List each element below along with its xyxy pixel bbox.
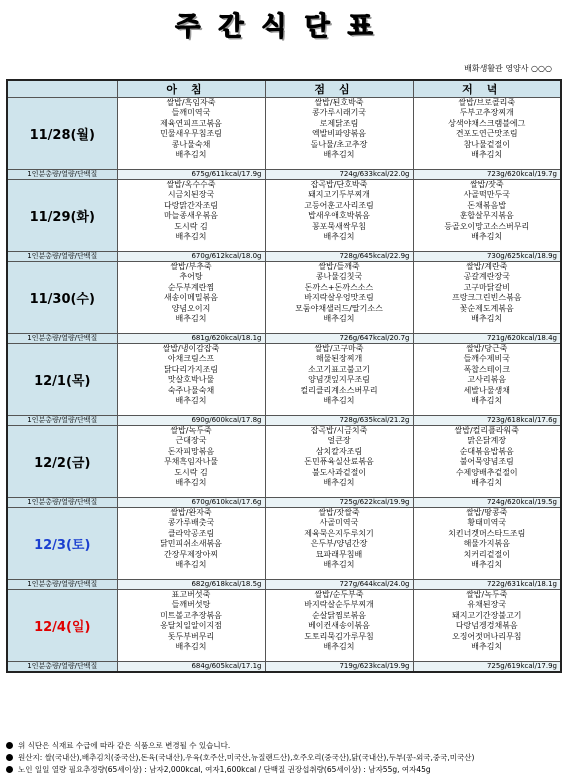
nutrition-label: 1인분총량/열량/단백질 — [7, 662, 117, 673]
menu-item: 유채된장국 — [467, 600, 507, 610]
dinner-cell — [413, 508, 561, 580]
header-lunch: 점심 — [265, 80, 413, 98]
day-row — [7, 262, 561, 334]
menu-item: 무채흑임자나물 — [163, 457, 219, 467]
menu-item: 쌀밥/녹두죽 — [466, 590, 508, 599]
menu-item: 도시락 김 — [174, 467, 208, 477]
menu-item: 밥새우애호박볶음 — [308, 211, 370, 221]
menu-item: 쌀밥/잣쌀죽 — [318, 508, 360, 517]
menu-item: 도토리묵김가루무침 — [304, 631, 374, 641]
breakfast-cell — [117, 262, 265, 334]
note-text: 위 식단은 식재료 수급에 따라 같은 식품으로 변경될 수 있습니다. — [18, 741, 231, 750]
nutrition-row — [7, 252, 561, 262]
menu-item: 들깨버섯탕 — [171, 600, 211, 610]
dinner-nutrition: 724g/620kcal/19.5g — [413, 498, 561, 508]
menu-item: 바지락살순두부찌개 — [304, 600, 374, 610]
menu-item: 프랑크그린빈스볶음 — [451, 293, 522, 303]
menu-item: 쌀밥/들깨죽 — [318, 262, 360, 271]
nutrition-label: 1인분총량/열량/단백질 — [7, 334, 117, 344]
breakfast-cell — [117, 508, 265, 580]
menu-item: 도시락 김 — [174, 221, 208, 231]
signature: 배화생활관 영양사 ○○○ — [464, 64, 552, 73]
lunch-cell — [265, 426, 413, 498]
lunch-cell — [265, 344, 413, 416]
day-label: 12/3(토) — [7, 508, 117, 580]
day-row — [7, 590, 561, 662]
menu-item: 돼지고기두부찌개 — [308, 190, 370, 200]
menu-item: 다랑맑간자조림 — [163, 200, 219, 210]
menu-item: 엑발비파양볶음 — [311, 129, 367, 139]
page-title: 주간식단표 — [175, 12, 391, 42]
menu-item: 새송이메밀볶음 — [163, 293, 219, 303]
lunch-nutrition: 728g/635kcal/21.2g — [265, 416, 413, 426]
menu-item: 쌀밥/당근죽 — [466, 344, 508, 353]
dinner-nutrition: 721g/620kcal/18.4g — [413, 334, 561, 344]
menu-item: 사골떡만두국 — [463, 190, 510, 200]
day-row — [7, 344, 561, 416]
nutrition-label: 1인분총량/열량/단백질 — [7, 498, 117, 508]
menu-item: 배추김치 — [471, 314, 503, 324]
menu-item: 돈까스+돈까스소스 — [304, 282, 374, 292]
notes — [6, 740, 562, 776]
weekly-menu-table — [6, 79, 562, 673]
menu-item: 배추김치 — [323, 150, 355, 160]
menu-item: 추어탕 — [179, 272, 203, 282]
menu-item: 쌀밥/냉이감잡죽 — [162, 344, 220, 353]
menu-item: 쌀밥/계란죽 — [466, 262, 508, 271]
bullet-icon — [6, 742, 13, 749]
menu-item: 잡곡밥/시금치죽 — [310, 426, 368, 435]
menu-item: 바지락살우엉맛조림 — [304, 293, 374, 303]
menu-item: 견포도연근맛조림 — [455, 129, 518, 139]
menu-item: 민물새우무침조림 — [160, 129, 222, 139]
menu-item: 해물된장찌개 — [315, 354, 363, 364]
breakfast-nutrition: 670g/612kcal/18.0g — [117, 252, 265, 262]
menu-item: 배추김치 — [471, 150, 503, 160]
menu-item: 잡곡밥/단호박죽 — [310, 180, 368, 189]
day-row — [7, 180, 561, 252]
dinner-cell — [413, 98, 561, 170]
day-label: 11/30(수) — [7, 262, 117, 334]
menu-item: 모둠야채샐러드/딸기소스 — [295, 303, 383, 313]
menu-item: 배추김치 — [323, 478, 355, 488]
menu-item: 은두부/양념간장 — [310, 539, 368, 549]
menu-item: 불어묵양념조림 — [459, 457, 514, 467]
menu-item: 배추김치 — [323, 314, 355, 324]
lunch-nutrition: 727g/644kcal/24.0g — [265, 580, 413, 590]
menu-item: 돗두부버무리 — [167, 631, 215, 641]
header-dinner: 저녁 — [413, 80, 561, 98]
nutrition-label: 1인분총량/열량/단백질 — [7, 416, 117, 426]
header-blank — [7, 80, 117, 98]
dinner-cell — [413, 590, 561, 662]
menu-item: 로제닭조림 — [319, 118, 359, 128]
dinner-cell — [413, 426, 561, 498]
menu-item: 쌀밥/순두부죽 — [314, 590, 364, 599]
menu-item: 시금치된장국 — [167, 190, 215, 200]
day-label: 12/1(목) — [7, 344, 117, 416]
dinner-cell — [413, 344, 561, 416]
lunch-nutrition: 728g/645kcal/22.9g — [265, 252, 413, 262]
nutrition-row — [7, 580, 561, 590]
menu-item: 배추김치 — [175, 396, 207, 406]
lunch-cell — [265, 98, 413, 170]
menu-item: 쌀밥/녹두죽 — [170, 426, 212, 435]
breakfast-cell — [117, 426, 265, 498]
menu-item: 들깨미역국 — [171, 108, 211, 118]
menu-item: 배추김치 — [175, 150, 207, 160]
note-item — [6, 764, 562, 776]
menu-item: 쌀밥/흑임자죽 — [166, 98, 216, 107]
menu-item: 배추김치 — [471, 642, 503, 652]
breakfast-cell — [117, 590, 265, 662]
lunch-nutrition: 725g/622kcal/19.9g — [265, 498, 413, 508]
menu-item: 숙주나물숙채 — [167, 385, 215, 395]
day-row — [7, 426, 561, 498]
menu-item: 제육연피프고볶음 — [160, 118, 222, 128]
menu-item: 배추김치 — [175, 232, 207, 242]
menu-item: 쌀밥/고구마죽 — [314, 344, 364, 353]
menu-item: 돼지고기간장불고기 — [451, 610, 522, 620]
dinner-nutrition: 722g/631kcal/18.1g — [413, 580, 561, 590]
note-text: 원산지: 쌀(국내산),배추김치(중국산),돈육(국내산),우육(호주산,미국산,뉴질랜드산),호주오리(중국산),닭(국내산),두부(콩-외국,중국,미국산) — [18, 753, 475, 762]
menu-item: 상색야채스크램블에그 — [448, 118, 526, 128]
day-label: 11/29(화) — [7, 180, 117, 252]
day-label: 11/28(월) — [7, 98, 117, 170]
nutrition-row — [7, 334, 561, 344]
menu-item: 꽁포묵새싹무침 — [311, 221, 367, 231]
menu-item: 쌀밥/브로콜리죽 — [458, 98, 516, 107]
breakfast-nutrition: 681g/620kcal/18.1g — [117, 334, 265, 344]
menu-item: 돌나물/초고추장 — [310, 139, 368, 149]
menu-item: 꽃순제도계볶음 — [459, 303, 514, 313]
lunch-cell — [265, 590, 413, 662]
menu-item: 순대볶음밥볶음 — [459, 446, 514, 456]
dinner-nutrition: 725g/619kcal/17.9g — [413, 662, 561, 673]
menu-item: 배추김치 — [175, 478, 207, 488]
breakfast-cell — [117, 344, 265, 416]
breakfast-nutrition: 690g/600kcal/17.8g — [117, 416, 265, 426]
menu-item: 배추김치 — [323, 396, 355, 406]
menu-item: 베이컨새송이볶음 — [308, 621, 370, 631]
menu-item: 훈합살무지볶음 — [459, 211, 514, 221]
menu-item: 쌀밥/완자죽 — [170, 508, 212, 517]
menu-item: 소고기표고불고기 — [308, 364, 370, 374]
bullet-icon — [6, 766, 13, 773]
lunch-nutrition: 726g/647kcal/20.7g — [265, 334, 413, 344]
menu-item: 콩나물김칫국 — [315, 272, 363, 282]
menu-item: 돈자피망볶음 — [167, 446, 215, 456]
menu-item: 해물가지볶음 — [463, 539, 510, 549]
menu-item: 배추김치 — [323, 232, 355, 242]
menu-item: 옹달치일알이지점 — [160, 621, 222, 631]
menu-item: 고등어훈고사리조림 — [304, 200, 374, 210]
menu-item: 두부고추장찌개 — [459, 108, 514, 118]
menu-item: 배추김치 — [175, 642, 207, 652]
menu-item: 등골오이망고소스버무리 — [444, 221, 530, 231]
menu-item: 순살닭찜로볶음 — [311, 610, 367, 620]
menu-item: 맛살호박나물 — [167, 375, 215, 385]
menu-item: 아채크림스프 — [167, 354, 215, 364]
menu-item: 간장무제장아찌 — [163, 549, 219, 559]
menu-item: 맑은닭계장 — [467, 436, 507, 446]
menu-item: 양념갯잎지무조림 — [308, 375, 370, 385]
menu-item: 얼큰장 — [327, 436, 351, 446]
menu-item: 삼치칼자조림 — [315, 446, 363, 456]
dinner-nutrition: 723g/620kcal/19.7g — [413, 170, 561, 180]
header-row — [7, 80, 561, 98]
nutrition-label: 1인분총량/열량/단백질 — [7, 170, 117, 180]
menu-item: 참나물겉절이 — [463, 139, 510, 149]
menu-item: 돈민퓨육실산료볶음 — [304, 457, 374, 467]
day-row — [7, 508, 561, 580]
menu-item: 배추김치 — [471, 232, 503, 242]
menu-item: 쌀밥/옥수수죽 — [166, 180, 216, 189]
menu-item: 황태미역국 — [467, 518, 507, 528]
menu-item: 공갈계란장국 — [463, 272, 510, 282]
menu-item: 불도사과겉절이 — [311, 467, 367, 477]
menu-item: 배추김치 — [471, 396, 503, 406]
breakfast-nutrition: 675g/611kcal/17.9g — [117, 170, 265, 180]
lunch-cell — [265, 180, 413, 252]
nutrition-label: 1인분총량/열량/단백질 — [7, 580, 117, 590]
menu-body — [7, 98, 561, 673]
menu-item: 사골미역국 — [319, 518, 359, 528]
breakfast-cell — [117, 180, 265, 252]
menu-item: 세발나물생채 — [463, 385, 510, 395]
lunch-cell — [265, 508, 413, 580]
menu-item: 배추김치 — [471, 560, 503, 570]
menu-item: 쌀밥/부추죽 — [170, 262, 212, 271]
menu-item: 콩나물숙채 — [171, 139, 211, 149]
menu-item: 마늘종새우볶음 — [163, 211, 219, 221]
nutrition-row — [7, 498, 561, 508]
menu-item: 묘파래무침배 — [315, 549, 363, 559]
menu-item: 치커리겉절이 — [463, 549, 510, 559]
nutrition-row — [7, 662, 561, 673]
breakfast-nutrition: 682g/618kcal/18.5g — [117, 580, 265, 590]
dinner-cell — [413, 180, 561, 252]
menu-item: 쌀밥/잣죽 — [469, 180, 504, 189]
dinner-cell — [413, 262, 561, 334]
menu-item: 배추김치 — [175, 560, 207, 570]
menu-item: 닭민피쉬소새볶음 — [160, 539, 222, 549]
menu-item: 오징어젓머나리무침 — [451, 631, 522, 641]
day-label: 12/2(금) — [7, 426, 117, 498]
lunch-cell — [265, 262, 413, 334]
menu-item: 제육묵은지두루치기 — [304, 528, 374, 538]
nutrition-row — [7, 170, 561, 180]
menu-item: 배추김치 — [175, 314, 207, 324]
menu-item: 돈채볶음밥 — [467, 200, 507, 210]
lunch-nutrition: 719g/623kcal/19.9g — [265, 662, 413, 673]
menu-item: 순두부계란찜 — [167, 282, 215, 292]
menu-item: 수제양배추겉절이 — [455, 467, 518, 477]
menu-item: 콩가루시래기국 — [311, 108, 367, 118]
menu-item: 쌀밥/컬리플라워죽 — [454, 426, 520, 435]
nutrition-row — [7, 416, 561, 426]
menu-item: 클라악공조림 — [167, 528, 215, 538]
menu-item: 콩가루배춧국 — [167, 518, 215, 528]
day-label: 12/4(일) — [7, 590, 117, 662]
menu-item: 배추김치 — [323, 560, 355, 570]
menu-item: 쌀밥/된호박죽 — [314, 98, 364, 107]
breakfast-cell — [117, 98, 265, 170]
menu-item: 다랑넘겡겅채볶음 — [455, 621, 518, 631]
note-text: 노인 일일 열량 필요추정량(65세이상) : 남자2,000kcal, 여자1,600kcal / 단백질 권장섭취량(65세이상) : 남자55g, 여자45g — [18, 765, 431, 774]
menu-item: 고사리볶음 — [467, 375, 507, 385]
menu-item: 미트볼고추장볶음 — [160, 610, 222, 620]
menu-item: 컬리클리계소스버무리 — [300, 385, 378, 395]
dinner-nutrition: 723g/618kcal/17.6g — [413, 416, 561, 426]
header-breakfast: 아침 — [117, 80, 265, 98]
breakfast-nutrition: 684g/605kcal/17.1g — [117, 662, 265, 673]
menu-item: 근대장국 — [175, 436, 207, 446]
dinner-nutrition: 730g/625kcal/18.9g — [413, 252, 561, 262]
menu-item: 닭다리가지조림 — [163, 364, 219, 374]
menu-item: 배추김치 — [471, 478, 503, 488]
menu-item: 고구마닭갈비 — [463, 282, 510, 292]
menu-item: 폭찹스테이크 — [463, 364, 510, 374]
menu-item: 표고버섯죽 — [171, 590, 211, 599]
menu-item: 들깨수제비국 — [463, 354, 510, 364]
menu-item: 양념오이지 — [171, 303, 211, 313]
note-item — [6, 752, 562, 764]
breakfast-nutrition: 670g/610kcal/17.6g — [117, 498, 265, 508]
lunch-nutrition: 724g/633kcal/22.0g — [265, 170, 413, 180]
day-row — [7, 98, 561, 170]
menu-item: 쌀밥/땅콩죽 — [466, 508, 508, 517]
menu-item: 치킨너겟머스타드조림 — [448, 528, 526, 538]
menu-item: 배추김치 — [323, 642, 355, 652]
nutrition-label: 1인분총량/열량/단백질 — [7, 252, 117, 262]
bullet-icon — [6, 754, 13, 761]
note-item — [6, 740, 562, 752]
